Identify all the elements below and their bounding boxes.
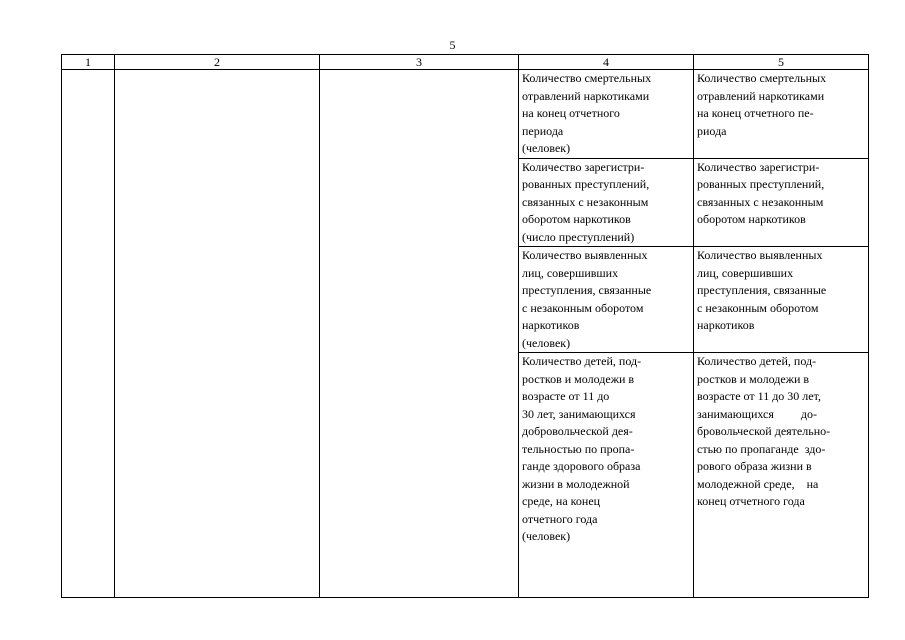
indicator-value-text: Количество зарегистри- рованных преступлений, связанных с незаконным оборотом наркотиков	[697, 159, 825, 226]
header-col-2: 2	[115, 55, 320, 70]
cell-indicator	[519, 353, 694, 598]
header-col-3: 3	[320, 55, 519, 70]
indicator-value-text: Количество выявленных лиц, совершивших преступления, связанные с незаконным оборотом наркотиков	[697, 248, 827, 332]
page-number: 5	[449, 38, 456, 52]
table-header-row	[62, 55, 869, 70]
cell-indicator	[519, 247, 694, 353]
indicator-text: Количество смертельных отравлений наркотиками на конец отчетного периода (человек)	[522, 71, 652, 155]
cell-col-3	[320, 70, 519, 598]
indicator-value-text: Количество детей, под- ростков и молодежи в возрасте от 11 до 30 лет, занимающихся до- бровольческой деятельно- стью по пропаганде здо- рового образа жизни в молодежной среде, на конец отчетного года	[697, 354, 831, 508]
cell-indicator-value	[694, 70, 869, 159]
indicator-text: Количество зарегистри- рованных преступлений, связанных с незаконным оборотом наркотиков (число преступлений)	[522, 159, 650, 244]
header-col-5: 5	[694, 55, 869, 70]
cell-indicator-value	[694, 247, 869, 353]
cell-indicator-value	[694, 353, 869, 598]
cell-col-1	[62, 70, 115, 598]
header-col-4: 4	[519, 55, 694, 70]
indicator-value-text: Количество смертельных отравлений наркотиками на конец отчетного пе- риода	[697, 71, 827, 138]
cell-col-2	[115, 70, 320, 598]
indicator-text: Количество выявленных лиц, совершивших преступления, связанные с незаконным оборотом наркотиков (человек)	[522, 248, 652, 350]
header-col-1: 1	[62, 55, 115, 70]
indicator-text: Количество детей, под- ростков и молодежи в возрасте от 11 до 30 лет, занимающихся добровольческой дея- тельностью по пропа- ганде здорового образа жизни в молодежной среде, на конец отчетного года (человек)	[522, 354, 642, 543]
cell-indicator	[519, 70, 694, 159]
table-row	[62, 70, 869, 159]
cell-indicator-value	[694, 158, 869, 247]
indicators-table	[61, 54, 869, 598]
cell-indicator	[519, 158, 694, 247]
